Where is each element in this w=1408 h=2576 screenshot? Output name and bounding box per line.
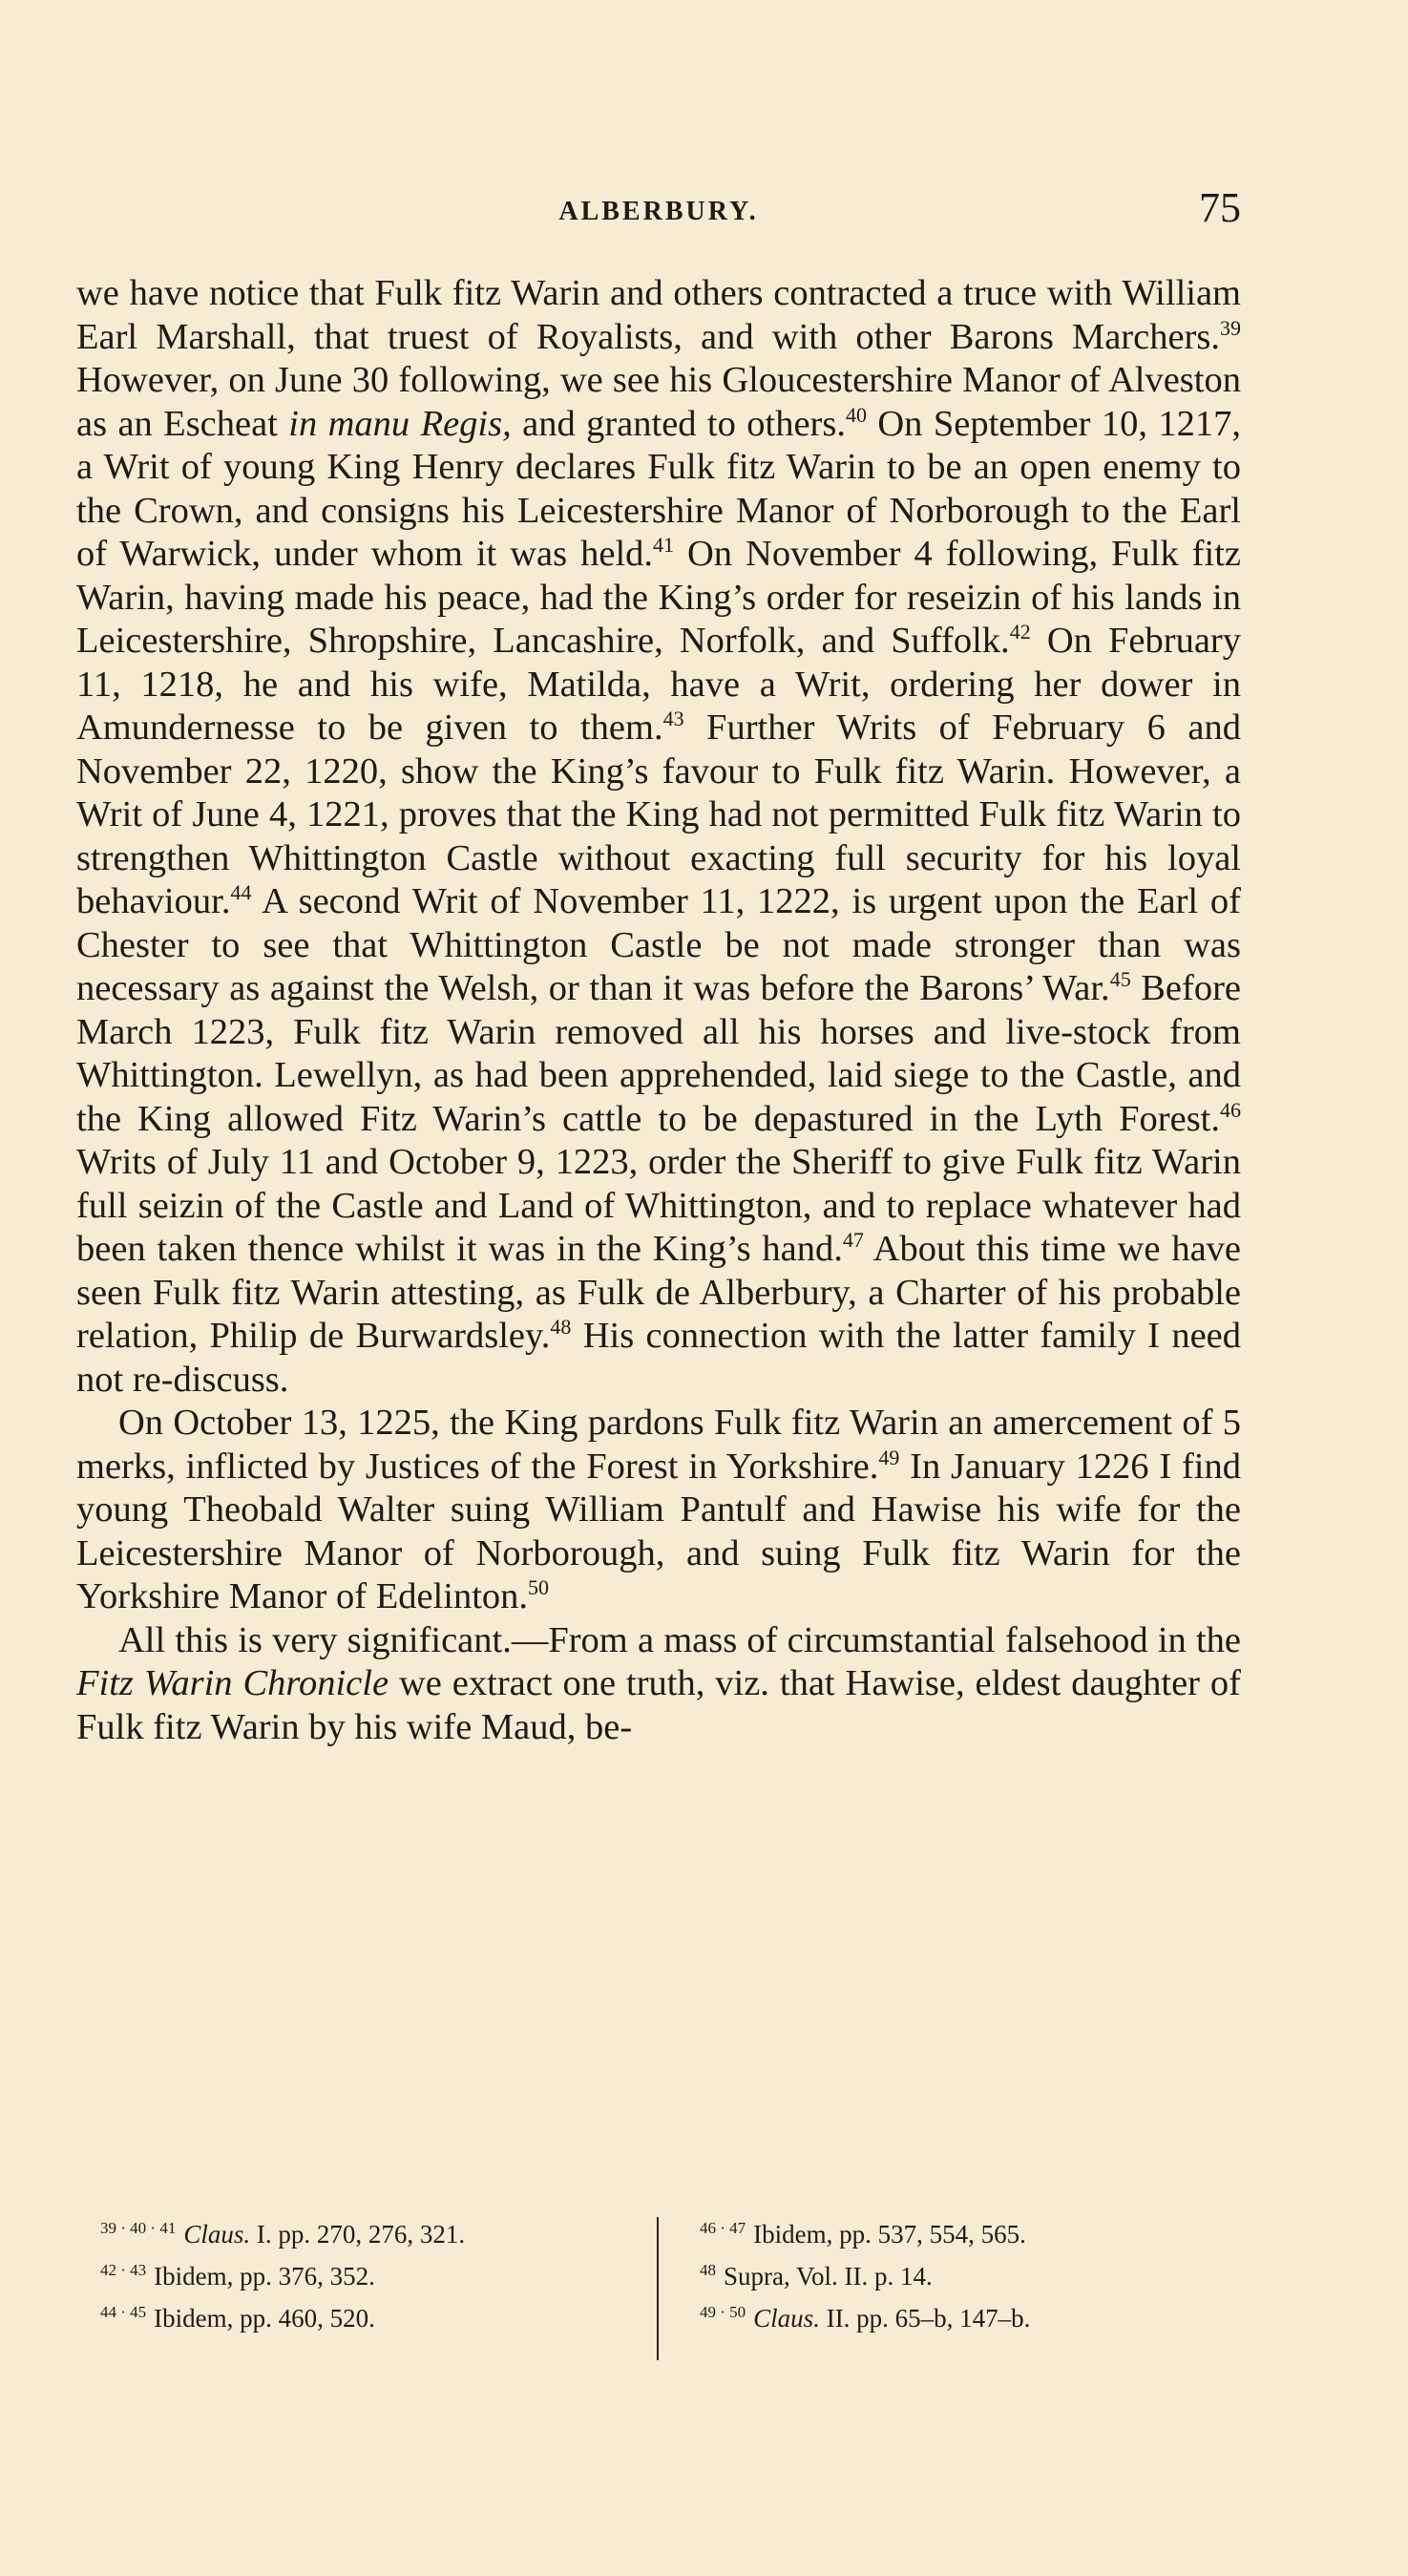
footnote-reference: 44: [230, 880, 252, 905]
text-run: On November 4 following, Fulk fitz Warin, having made his peace, had the King’s order for reseizin of his lands in Leicestershire, Shropshire, Lancashire, Norfolk, and Suffolk.: [76, 534, 1241, 661]
footnote-number: 48: [700, 2261, 716, 2279]
footnote-text: II. pp. 65–b, 147–b.: [819, 2304, 1031, 2333]
footnote-text: Ibidem, pp. 537, 554, 565.: [753, 2220, 1026, 2249]
page-header: [76, 183, 1241, 241]
footnote-reference: 49: [878, 1445, 900, 1469]
text-run: we have notice that Fulk fitz Warin and others contracted a truce with William Earl Marshall, that truest of Royalists, and with other Barons Marchers.: [76, 273, 1241, 357]
text-run: All this is very significant.—From a mass of circumstantial falsehood in the: [118, 1619, 1241, 1660]
paragraph: [76, 272, 1241, 1402]
footnote-text: Ibidem, pp. 376, 352.: [154, 2262, 375, 2291]
footnote-reference: 50: [528, 1575, 550, 1600]
footnote-text: Supra, Vol. II. p. 14.: [724, 2262, 933, 2291]
text-run: Further Writs of February 6 and November 22, 1220, show the King’s favour to Fulk fitz Warin. However, a Writ of June 4, 1221, proves that the King had not permitted Fulk fitz Warin to strengthen Whittington Castle without exacting full security for his loyal behaviour.: [76, 707, 1241, 921]
text-run: and granted to others.: [511, 403, 846, 444]
footnote-text: I. pp. 270, 276, 321.: [250, 2220, 466, 2249]
footnote-reference: 40: [845, 402, 867, 427]
text-run: However, on June 30 following, we see his Gloucestershire Manor of Alveston as an Escheat: [76, 360, 1241, 444]
footnote: [100, 2213, 644, 2255]
footnote-divider: [657, 2217, 659, 2360]
footnote-reference: 48: [550, 1315, 572, 1340]
text-run: About this time we have seen Fulk fitz Warin attesting, as Fulk de Alberbury, a Charter of his probable relation, Philip de Burwardsley.: [76, 1229, 1242, 1356]
footnotes-right-column: [700, 2213, 1234, 2339]
footnotes: [100, 2213, 1217, 2385]
footnote-reference: 47: [842, 1228, 864, 1253]
text-run: His connection with the latter family I need not re-discuss.: [76, 1316, 1241, 1400]
text-run: On September 10, 1217, a Writ of young King Henry declares Fulk fitz Warin to be an open enemy to the Crown, and consigns his Leicestershire Manor of Norborough to the Earl of Warwick, under whom it was held.: [76, 403, 1241, 574]
text-run: we extract one truth, viz. that Hawise, eldest daughter of Fulk fitz Warin by his wife Maud, be-: [76, 1663, 1242, 1747]
footnote-number: 49 · 50: [700, 2303, 746, 2321]
footnote-text: Ibidem, pp. 460, 520.: [154, 2304, 375, 2333]
page-number: 75: [1199, 184, 1241, 231]
footnotes-left-column: [100, 2213, 644, 2339]
footnote-reference: 41: [653, 533, 675, 558]
text-run: Writs of July 11 and October 9, 1223, order the Sheriff to give Fulk fitz Warin full seizin of the Castle and Land of Whittington, and to replace whatever had been taken thence whilst it was in the King’s hand.: [76, 1142, 1241, 1269]
text-run: A second Writ of November 11, 1222, is urgent upon the Earl of Chester to see that Whittington Castle be not made stronger than was necessary as against the Welsh, or than it was before the Barons’ War.: [76, 881, 1241, 1008]
footnote-italic-text: Claus.: [183, 2220, 251, 2249]
footnote-italic-text: Claus.: [753, 2304, 820, 2333]
text-run: Before March 1223, Fulk fitz Warin removed all his horses and live-stock from Whittington. Lewellyn, as had been apprehended, laid siege to the Castle, and the King allowed Fitz Warin’s cattle to be depastured in the Lyth Forest.: [76, 968, 1241, 1139]
footnote-reference: 46: [1220, 1097, 1241, 1122]
footnote-reference: 39: [1220, 315, 1241, 340]
footnote: [700, 2255, 1234, 2297]
text-run: On October 13, 1225, the King pardons Fulk fitz Warin an amercement of 5 merks, inflicted by Justices of the Forest in Yorkshire.: [76, 1403, 1241, 1487]
paragraph: [76, 1402, 1241, 1619]
body-text: [76, 272, 1241, 1749]
footnote-reference: 43: [662, 707, 684, 731]
footnote: [700, 2297, 1234, 2339]
footnote: [100, 2255, 644, 2297]
footnote-number: 44 · 45: [100, 2303, 147, 2321]
footnote-number: 42 · 43: [100, 2261, 147, 2279]
italic-text: Fitz Warin Chronicle: [76, 1663, 389, 1703]
text-run: In January 1226 I find young Theobald Walter suing William Pantulf and Hawise his wife for the Leicestershire Manor of Norborough, and suing Fulk fitz Warin for the Yorkshire Manor of Edelinton.: [76, 1446, 1241, 1616]
paragraph: [76, 1619, 1241, 1750]
text-run: On February 11, 1218, he and his wife, Matilda, have a Writ, ordering her dower in Amundernesse to be given to them.: [76, 621, 1241, 748]
running-head: ALBERBURY.: [558, 197, 759, 226]
footnote: [700, 2213, 1234, 2255]
footnote-number: 46 · 47: [700, 2219, 746, 2237]
footnote: [100, 2297, 644, 2339]
italic-text: in manu Regis,: [288, 403, 512, 444]
footnote-reference: 42: [1009, 620, 1031, 644]
footnote-number: 39 · 40 · 41: [100, 2219, 177, 2237]
footnote-reference: 45: [1109, 967, 1131, 992]
